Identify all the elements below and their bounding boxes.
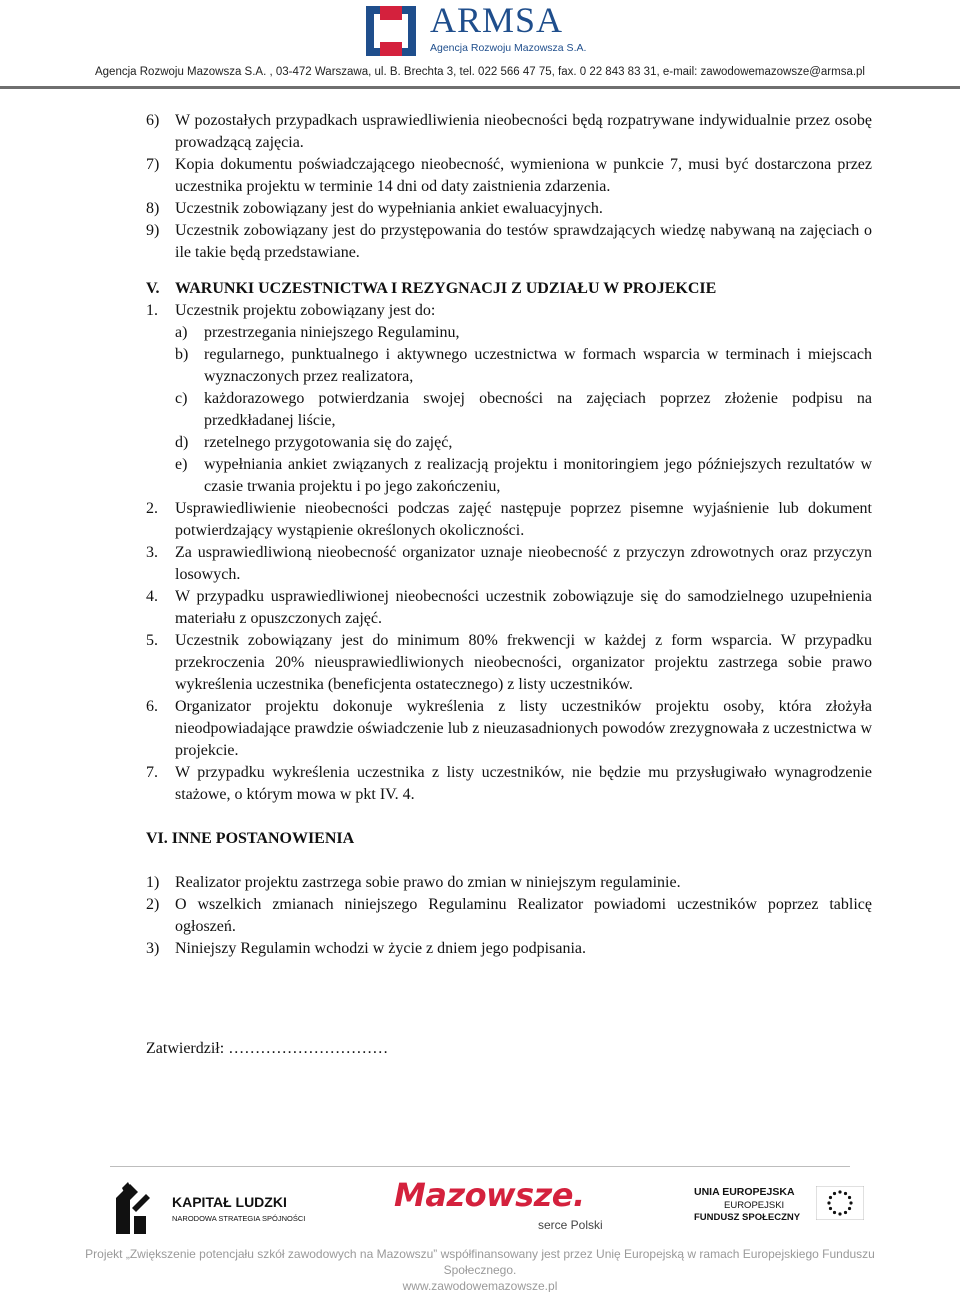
item-number: 6) [146, 112, 160, 129]
footer-website: www.zawodowemazowsze.pl [402, 1279, 558, 1292]
header-address: Agencja Rozwoju Mazowsza S.A. , 03-472 Warszawa, ul. B. Brechta 3, tel. 022 566 47 75, fax. 0 22 843 83 31, e-mail: zawodowemazowsze@armsa.pl [94, 66, 865, 78]
list-item [146, 220, 872, 264]
kapital-ludzki-emblem-icon [112, 1178, 152, 1234]
armsa-logo [366, 2, 586, 60]
item-text: W pozostałych przypadkach usprawiedliwienia nieobecności będą rozpatrywane indywidualnie przez osobę prowadzącą zajęcia. [175, 112, 872, 151]
footer-project-line-2: Społecznego. [443, 1263, 517, 1277]
list-item [146, 872, 872, 894]
item-number: 2. [146, 500, 158, 517]
item-number: 1) [146, 874, 160, 891]
logo-name: ARMSA [430, 0, 564, 40]
item-text: Uczestnik zobowiązany jest do minimum 80% frekwencji w każdej z form wsparcia. W przypadku przekroczenia 20% nieusprawiedliwionych nieobecności, organizator projektu zastrzega sobie prawo wykreślenia uczestnika (beneficjenta ostatecznego) z listy uczestników. [175, 632, 872, 693]
section-title: WARUNKI UCZESTNICTWA I REZYGNACJI Z UDZIAŁU W PROJEKCIE [175, 280, 717, 297]
sub-item-text: rzetelnego przygotowania się do zajęć, [204, 434, 453, 451]
eu-star [849, 1201, 852, 1204]
kl-subtitle: NARODOWA STRATEGIA SPÓJNOŚCI [172, 1214, 306, 1223]
eu-line-3: FUNDUSZ SPOŁECZNY [694, 1212, 801, 1223]
sub-list-item [146, 344, 872, 388]
sub-list-item [146, 322, 872, 344]
item-text: Uczestnik projektu zobowiązany jest do: [175, 302, 436, 319]
eu-star [833, 1211, 836, 1214]
eu-star [829, 1196, 832, 1199]
header-divider [0, 86, 960, 89]
eu-star [838, 1190, 841, 1193]
item-text: Niniejszy Regulamin wchodzi w życie z dniem jego podpisania. [175, 940, 586, 957]
logo-subtitle: Agencja Rozwoju Mazowsza S.A. [430, 42, 587, 54]
mazowsze-name: Mazowsze. [394, 1176, 585, 1214]
item-text: Uczestnik zobowiązany jest do wypełniania ankiet ewaluacyjnych. [175, 200, 603, 217]
sub-list-item [146, 432, 872, 454]
list-item [146, 198, 872, 220]
list-item [146, 938, 872, 960]
list-item [146, 300, 872, 322]
kapital-ludzki-logo [112, 1178, 306, 1234]
sub-item-letter: e) [175, 456, 188, 473]
section-number: V. [146, 280, 160, 297]
footer-divider [110, 1166, 850, 1167]
sub-item-text: regularnego, punktualnego i aktywnego uczestnictwa w formach wsparcia w terminach i miejscach wyznaczonych przez realizatora, [204, 346, 872, 385]
armsa-logo-mark-icon [366, 6, 416, 56]
signature-line: Zatwierdził: ………………………… [146, 1040, 389, 1057]
item-text: O wszelkich zmianach niniejszego Regulaminu Realizator powiadomi uczestników poprzez tablicę ogłoszeń. [175, 896, 872, 935]
mazowsze-logo [394, 1176, 624, 1234]
item-text: Organizator projektu dokonuje wykreślenia z listy uczestników projektu osoby, która złożyła nieodpowiadające prawdzie oświadczenie lub z nieuzasadnionych powodów zrezygnowała z uczestnictwa w projekcie. [175, 698, 872, 759]
sub-item-letter: d) [175, 434, 189, 451]
item-text: Uczestnik zobowiązany jest do przystępowania do testów sprawdzających wiedzę nabywaną na zajęciach o ile takie będą przedstawiane. [175, 222, 872, 261]
list-item [146, 542, 872, 586]
item-number: 5. [146, 632, 158, 649]
item-number: 4. [146, 588, 158, 605]
item-number: 1. [146, 302, 158, 319]
sub-item-letter: a) [175, 324, 188, 341]
eu-star [833, 1192, 836, 1195]
sub-list-item [146, 454, 872, 498]
eu-star [844, 1211, 847, 1214]
list-item [146, 630, 872, 696]
item-text: Kopia dokumentu poświadczającego nieobecność, wymieniona w punkcie 7, musi być dostarczona przez uczestnika projektu w terminie 14 dni od daty zaistnienia zdarzenia. [175, 156, 872, 195]
sub-item-letter: c) [175, 390, 188, 407]
item-number: 7. [146, 764, 158, 781]
eu-star [827, 1201, 830, 1204]
list-item [146, 586, 872, 630]
list-item [146, 110, 872, 154]
item-number: 3. [146, 544, 158, 561]
eu-star [844, 1192, 847, 1195]
footer-project-line-1: Projekt „Zwiększenie potencjału szkół zawodowych na Mazowszu” współfinansowany jest przez Unię Europejską w ramach Europejskiego Funduszu [85, 1247, 875, 1261]
eu-line-2: EUROPEJSKI [724, 1200, 785, 1211]
list-item [146, 696, 872, 762]
mazowsze-tagline: serce Polski [538, 1218, 603, 1232]
item-number: 2) [146, 896, 160, 913]
sub-item-letter: b) [175, 346, 189, 363]
section-vi-heading [146, 828, 872, 850]
kl-title: KAPITAŁ LUDZKI [172, 1194, 287, 1210]
eu-star [848, 1196, 851, 1199]
item-text: W przypadku usprawiedliwionej nieobecności uczestnik zobowiązuje się do samodzielnego uzupełnienia materiału z opuszczonych zajęć. [175, 588, 872, 627]
sub-list-item [146, 388, 872, 432]
item-text: W przypadku wykreślenia uczestnika z listy uczestników, nie będzie mu przysługiwało wynagrodzenie stażowe, o którym mowa w pkt IV. 4. [175, 764, 872, 803]
item-number: 6. [146, 698, 158, 715]
footer-project-info [60, 1246, 900, 1292]
sub-item-text: wypełniania ankiet związanych z realizacją projektu i monitoringiem jego późniejszych rezultatów w czasie trwania projektu i po jego zakończeniu, [204, 456, 872, 495]
item-text: Realizator projektu zastrzega sobie prawo do zmian w niniejszym regulaminie. [175, 874, 681, 891]
eu-star [829, 1207, 832, 1210]
eu-flag-icon [816, 1186, 864, 1220]
list-item [146, 154, 872, 198]
sub-item-text: każdorazowego potwierdzania swojej obecności na zajęciach poprzez złożenie podpisu na przedkładanej liście, [204, 390, 872, 429]
eu-line-1: UNIA EUROPEJSKA [694, 1186, 795, 1198]
sub-item-text: przestrzegania niniejszego Regulaminu, [204, 324, 460, 341]
item-number: 7) [146, 156, 160, 173]
list-item [146, 498, 872, 542]
section-v-heading [146, 278, 872, 300]
eu-star [848, 1207, 851, 1210]
item-number: 9) [146, 222, 160, 239]
list-item [146, 762, 872, 806]
item-number: 3) [146, 940, 160, 957]
eu-star [838, 1212, 841, 1215]
list-item [146, 894, 872, 938]
item-text: Za usprawiedliwioną nieobecność organizator uznaje nieobecność z przyczyn zdrowotnych oraz przyczyn losowych. [175, 544, 872, 583]
section-title: VI. INNE POSTANOWIENIA [146, 830, 355, 847]
item-text: Usprawiedliwienie nieobecności podczas zajęć następuje poprzez pisemne wyjaśnienie lub dokument potwierdzający wystąpienie określonych okoliczności. [175, 500, 872, 539]
document-body [146, 110, 872, 1060]
item-number: 8) [146, 200, 160, 217]
eu-logo [694, 1182, 864, 1232]
